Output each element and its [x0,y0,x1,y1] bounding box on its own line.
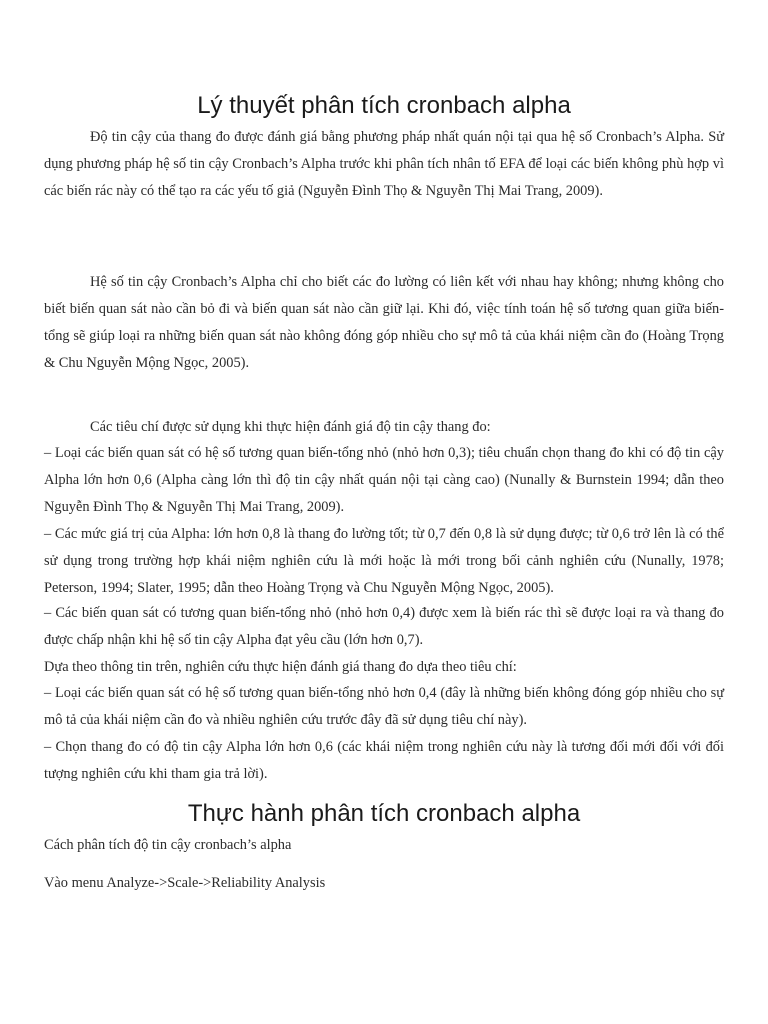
practice-line-analysis: Cách phân tích độ tin cậy cronbach’s alpha [44,837,292,853]
rule-item-1: – Loại các biến quan sát có hệ số tương quan biến-tổng nhỏ hơn 0,4 (đây là những biến không đóng góp nhiều cho sự mô tả của khái niệm cần đo và nhiều nghiên cứu trước đây đã sử dụng tiêu chí này). [44,685,724,728]
criteria-intro: Các tiêu chí được sử dụng khi thực hiện đánh giá độ tin cậy thang đo: [90,419,491,435]
page-title: Lý thuyết phân tích cronbach alpha [197,92,571,119]
practice-line-menu-path: Vào menu Analyze->Scale->Reliability Analysis [44,875,326,891]
intro-paragraph-item-total: Hệ số tin cậy Cronbach’s Alpha chỉ cho biết các đo lường có liên kết với nhau hay không; nhưng không cho biết biến quan sát nào cần bỏ đi và biến quan sát nào cần giữ lại. Khi đó, việc tính toán hệ số tương quan giữa biến-tổng sẽ giúp loại ra những biến quan sát nào không đóng góp nhiều cho sự mô tả của khái niệm cần đo (Hoàng Trọng & Chu Nguyễn Mộng Ngọc, 2005). [44,274,724,371]
criteria-item-2: – Các mức giá trị của Alpha: lớn hơn 0,8 là thang đo lường tốt; từ 0,7 đến 0,8 là sử dụng được; từ 0,6 trở lên là có thể sử dụng trong trường hợp khái niệm nghiên cứu là mới hoặc là mới trong bối cảnh nghiên cứu (Nunally, 1978; Peterson, 1994; Slater, 1995; dẫn theo Hoàng Trọng và Chu Nguyễn Mộng Ngọc, 2005). [44,526,724,596]
rule-item-2: – Chọn thang đo có độ tin cậy Alpha lớn hơn 0,6 (các khái niệm trong nghiên cứu này là tương đối mới đối với đối tượng nghiên cứu khi tham gia trả lời). [44,739,724,782]
practice-section-title: Thực hành phân tích cronbach alpha [187,800,581,827]
criteria-item-3: – Các biến quan sát có tương quan biến-tổng nhỏ (nhỏ hơn 0,4) được xem là biến rác thì sẽ được loại ra và thang đo được chấp nhận khi hệ số tin cậy Alpha đạt yêu cầu (lớn hơn 0,7). [44,605,724,648]
criteria-item-1: – Loại các biến quan sát có hệ số tương quan biến-tổng nhỏ (nhỏ hơn 0,3); tiêu chuẩn chọn thang đo khi có độ tin cậy Alpha lớn hơn 0,6 (Alpha càng lớn thì độ tin cậy nhất quán nội tại càng cao) (Nunally & Burnstein 1994; dẫn theo Nguyễn Đình Thọ & Nguyễn Thị Mai Trang, 2009). [44,445,724,515]
intro-paragraph-reliability: Độ tin cậy của thang đo được đánh giá bằng phương pháp nhất quán nội tại qua hệ số Cronbach’s Alpha. Sử dụng phương pháp hệ số tin cậy Cronbach’s Alpha trước khi phân tích nhân tố EFA để loại các biến không phù hợp vì các biến rác này có thể tạo ra các yếu tố giả (Nguyễn Đình Thọ & Nguyễn Thị Mai Trang, 2009). [44,129,724,199]
based-on-criteria: Dựa theo thông tin trên, nghiên cứu thực hiện đánh giá thang đo dựa theo tiêu chí: [44,659,517,675]
